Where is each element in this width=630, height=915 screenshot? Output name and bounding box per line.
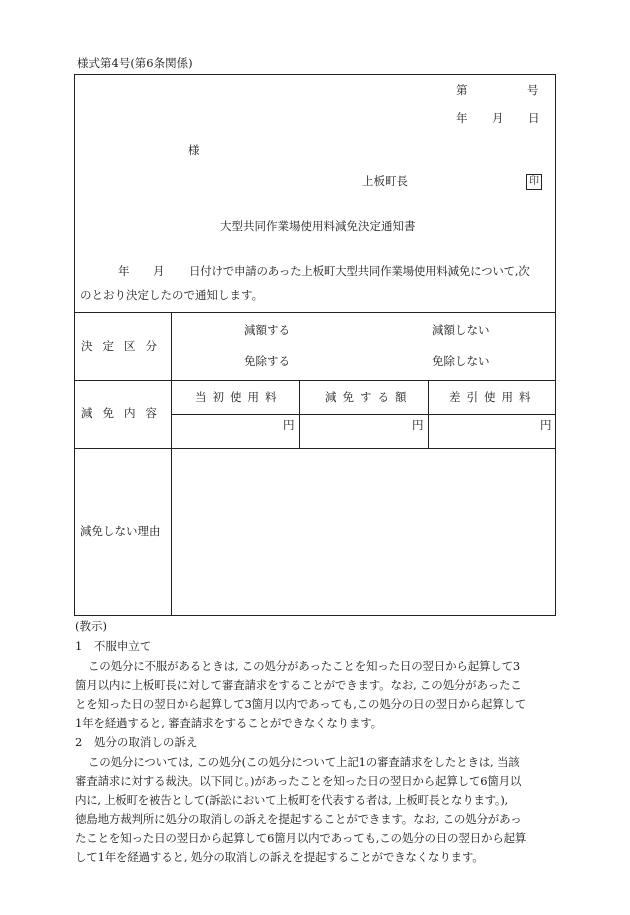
document-title: 大型共同作業場使用料減免決定通知書 [220,219,416,233]
notes-item1-title: 1 不服申立て [75,639,152,653]
net-fee-unit: 円 [540,418,552,432]
notes-item2-line: 徳島地方裁判所に処分の取消しの訴えを提起することができます。なお, この処分があっ [75,812,522,826]
form-number: 様式第4号(第6条関係) [77,56,193,70]
notes-heading: (教示) [75,619,107,633]
column-net-fee: 差引使用料 [449,390,537,404]
notes-item2-line: 審査請求に対する裁決。以下同じ。)があったことを知った日の翌日から起算して6箇月以 [75,774,522,788]
intro-text-line1: 日付けで申請のあった上板町大型共同作業場使用料減免について,次 [189,264,530,278]
reduction-amount-unit: 円 [412,418,424,432]
option-no-reduce[interactable]: 減額しない [432,323,490,337]
notes-item2-line: この処分については, この処分(この処分について上記1の審査請求をしたときは, 当該 [88,755,520,769]
notes-item2-title: 2 処分の取消しの訴え [75,735,198,749]
date-year: 年 [456,111,468,125]
table-top-rule [74,312,556,313]
addressee-honorific: 様 [188,143,200,157]
number-suffix: 号 [527,83,539,97]
column-reduction-amount: 減免する額 [325,390,413,404]
notes-item1-line: 1年を経過すると, 審査請求をすることができなくなります。 [75,716,382,730]
details-column-rule-1 [299,380,300,448]
intro-text-line2: のとおり決定したので通知します。 [80,288,264,302]
notes-item1-line: この処分に不服があるときは, この処分があったことを知った日の翌日から起算して3 [88,659,521,673]
label-column-rule [171,312,172,616]
initial-fee-unit: 円 [283,418,295,432]
notes-item2-line: して1年を経過すると, 処分の取消しの訴えを提起することができなくなります。 [75,850,484,864]
option-no-exempt[interactable]: 免除しない [432,354,490,368]
date-month: 月 [492,111,504,125]
details-bottom-rule [74,448,556,449]
intro-month: 月 [153,264,165,278]
notes-item2-line: 内に, 上板町を被告として(訴訟において上板町を代表する者は, 上板町長となります。), [75,793,508,807]
reason-label: 減免しない理由 [80,524,161,538]
notes-item2-line: たことを知った日の翌日から起算して6箇月以内であっても,この処分の日の翌日から起算 [75,831,527,845]
issuer-name: 上板町長 [362,174,408,188]
details-column-rule-2 [428,380,429,448]
seal-mark: 印 [526,174,542,190]
date-day: 日 [528,111,540,125]
decision-label: 決定区分 [81,339,167,353]
column-initial-fee: 当初使用料 [195,390,283,404]
option-exempt[interactable]: 免除する [244,354,290,368]
option-reduce[interactable]: 減額する [244,323,290,337]
details-header-rule [171,414,556,415]
details-label: 減免内容 [81,406,167,420]
intro-year: 年 [118,264,130,278]
notes-item1-line: 箇月以内に上板町長に対して審査請求をすることができます。なお, この処分があったこ [75,678,522,692]
decision-bottom-rule [74,380,556,381]
notes-item1-line: とを知った日の翌日から起算して3箇月以内であっても,この処分の日の翌日から起算して [75,697,527,711]
number-prefix: 第 [456,83,468,97]
